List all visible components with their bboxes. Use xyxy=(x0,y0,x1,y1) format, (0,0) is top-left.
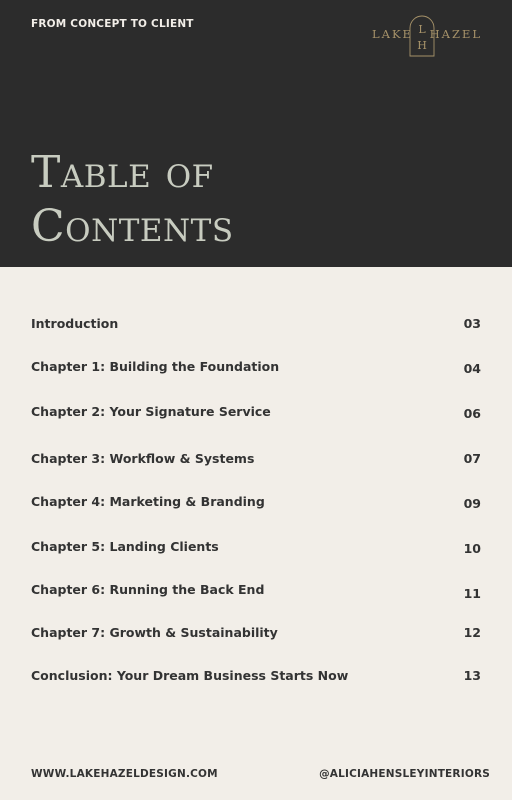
toc-label: Chapter 7: Growth & Sustainability xyxy=(31,625,278,640)
social-handle[interactable]: @ALICIAHENSLEYINTERIORS xyxy=(319,768,490,780)
monogram-bottom-letter: H xyxy=(417,39,427,52)
toc-page-number: 13 xyxy=(463,668,481,683)
tagline: FROM CONCEPT TO CLIENT xyxy=(31,18,194,30)
toc-row-introduction xyxy=(31,316,481,336)
toc-page-number: 07 xyxy=(463,451,481,466)
toc-row-chapter-7 xyxy=(31,625,481,645)
toc-label: Chapter 2: Your Signature Service xyxy=(31,404,271,419)
toc-label: Chapter 5: Landing Clients xyxy=(31,539,219,554)
toc-row-chapter-2 xyxy=(31,404,481,424)
toc-row-chapter-4 xyxy=(31,494,481,514)
toc-row-chapter-5 xyxy=(31,539,481,559)
toc-label: Chapter 1: Building the Foundation xyxy=(31,359,280,374)
toc-row-chapter-3 xyxy=(31,451,481,471)
toc-label: Introduction xyxy=(31,316,119,331)
logo-word-right: HAZEL xyxy=(429,27,482,41)
toc-label: Chapter 6: Running the Back End xyxy=(31,582,265,597)
toc-label: Chapter 3: Workflow & Systems xyxy=(31,451,255,466)
page-title-line-1: Table of xyxy=(31,147,214,198)
monogram-top-letter: L xyxy=(418,23,426,36)
website-link[interactable]: WWW.LAKEHAZELDESIGN.COM xyxy=(31,768,218,780)
lake-hazel-logo xyxy=(372,15,482,57)
toc-page-number: 09 xyxy=(463,496,481,511)
toc-page-number: 11 xyxy=(463,586,481,601)
logo-word-left: LAKE xyxy=(372,27,413,41)
toc-row-chapter-1 xyxy=(31,359,481,379)
toc-row-conclusion xyxy=(31,668,481,688)
toc-row-chapter-6 xyxy=(31,582,481,602)
header-banner xyxy=(0,0,512,267)
toc-page-number: 10 xyxy=(463,541,481,556)
toc-label: Conclusion: Your Dream Business Starts Now xyxy=(31,668,349,683)
toc-page-number: 12 xyxy=(463,625,481,640)
toc-page-number: 04 xyxy=(463,361,481,376)
page-title-line-2: Contents xyxy=(31,201,234,252)
toc-page-number: 03 xyxy=(463,316,481,331)
toc-page-number: 06 xyxy=(463,406,481,421)
page-title xyxy=(31,146,234,254)
toc-label: Chapter 4: Marketing & Branding xyxy=(31,494,265,509)
